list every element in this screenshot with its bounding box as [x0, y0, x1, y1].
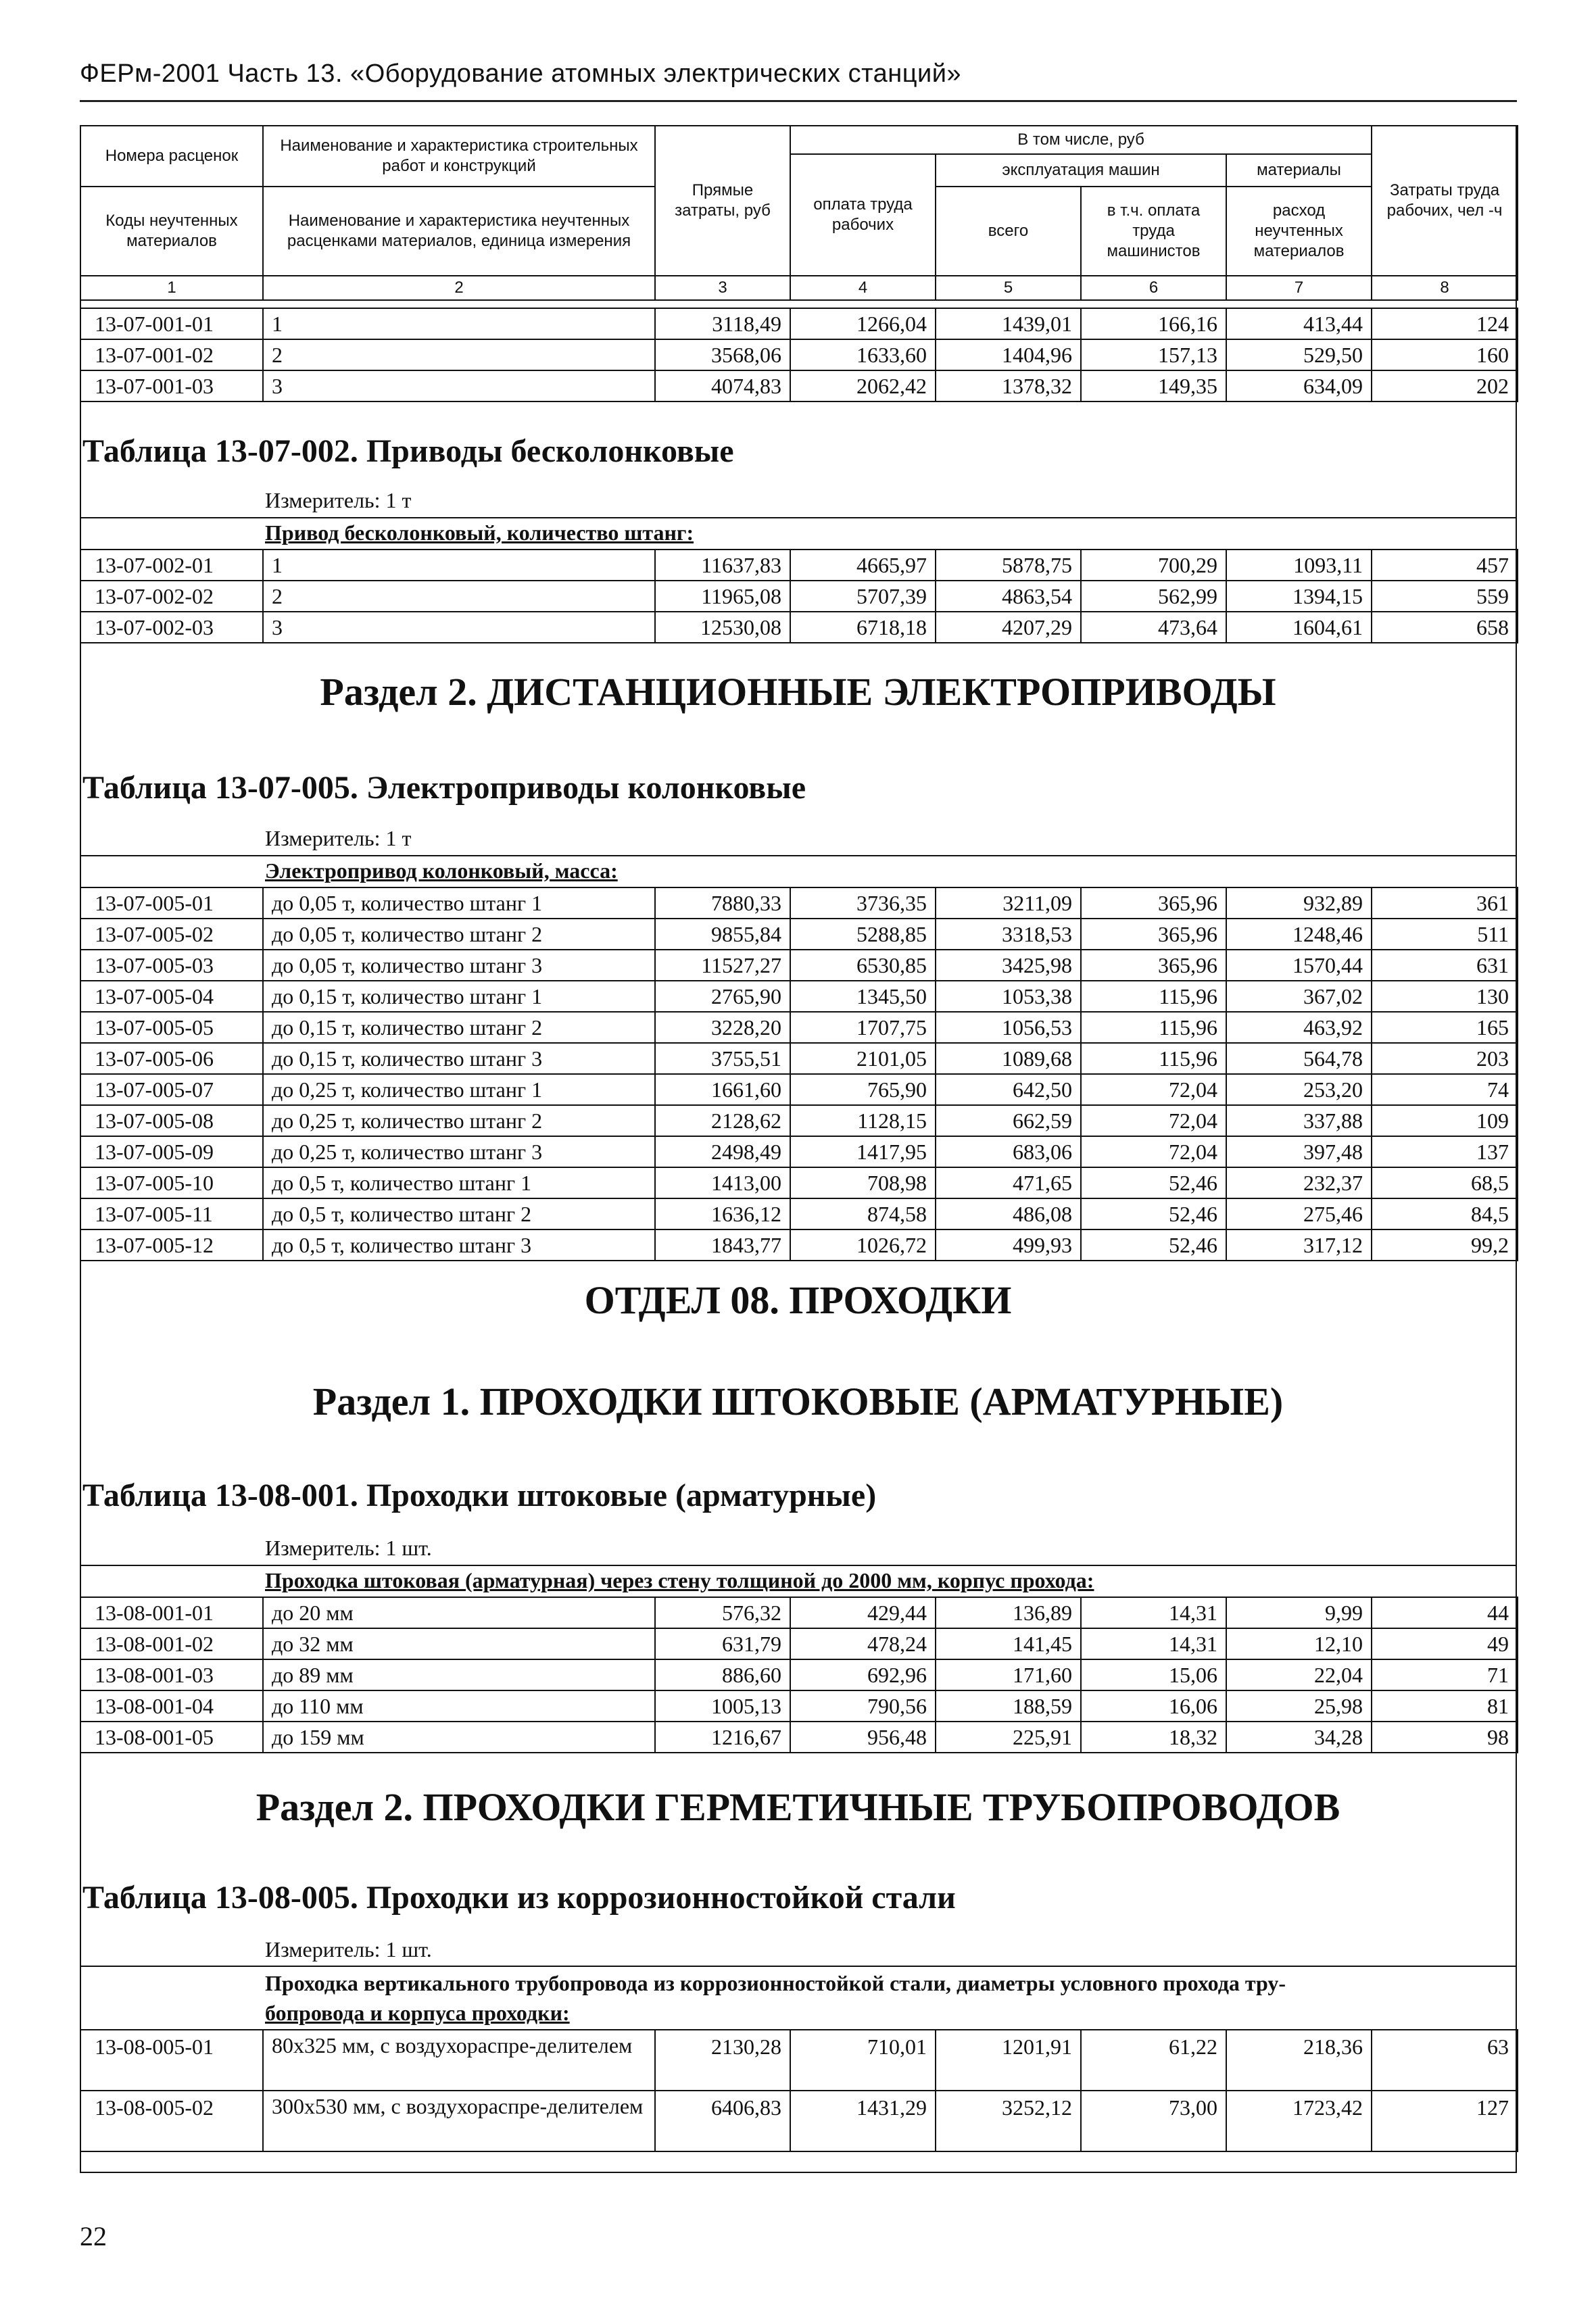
materials-cost-cell: 232,37: [1226, 1167, 1372, 1198]
work-name-cell: до 0,25 т, количество штанг 3: [263, 1136, 655, 1167]
labor-hours-cell: 202: [1372, 370, 1518, 401]
work-name-cell: 300x530 мм, с воздухораспре-делителем: [263, 2091, 655, 2151]
labor-pay-cell: 765,90: [790, 1074, 936, 1105]
table-row: [80, 950, 1518, 981]
section-title: Раздел 1. ПРОХОДКИ ШТОКОВЫЕ (АРМАТУРНЫЕ): [312, 1380, 1284, 1423]
direct-costs-cell: 631,79: [655, 1628, 790, 1659]
rate-code-cell: 13-07-005-03: [80, 950, 263, 981]
rate-code-cell: 13-07-005-06: [80, 1043, 263, 1074]
materials-cost-cell: 413,44: [1226, 308, 1372, 339]
labor-pay-cell: 874,58: [790, 1198, 936, 1229]
direct-costs-cell: 12530,08: [655, 612, 790, 643]
labor-hours-cell: 137: [1372, 1136, 1518, 1167]
labor-hours-cell: 559: [1372, 581, 1518, 612]
work-name-cell: до 159 мм: [263, 1722, 655, 1753]
rate-code-cell: 13-07-005-01: [80, 887, 263, 919]
header-direct-costs: Прямые затраты, руб: [655, 126, 790, 276]
table-row: [80, 1074, 1518, 1105]
labor-hours-cell: 127: [1372, 2091, 1518, 2151]
machines-total-cell: 486,08: [936, 1198, 1081, 1229]
measure-unit: Измеритель: 1 шт.: [265, 1937, 432, 1961]
labor-pay-cell: 2101,05: [790, 1043, 936, 1074]
table-row: [80, 550, 1518, 581]
table-row: [80, 1597, 1518, 1628]
work-name-cell: до 0,05 т, количество штанг 3: [263, 950, 655, 981]
machines-total-cell: 1056,53: [936, 1012, 1081, 1043]
materials-cost-cell: 1604,61: [1226, 612, 1372, 643]
machines-total-cell: 1404,96: [936, 339, 1081, 370]
measure-unit: Измеритель: 1 т: [265, 488, 412, 512]
machines-operators-cell: 73,00: [1081, 2091, 1226, 2151]
table-13-07-002: [80, 549, 1518, 643]
direct-costs-cell: 2498,49: [655, 1136, 790, 1167]
direct-costs-cell: 1005,13: [655, 1690, 790, 1722]
labor-pay-cell: 4665,97: [790, 550, 936, 581]
materials-cost-cell: 634,09: [1226, 370, 1372, 401]
table-row: [80, 370, 1518, 401]
labor-hours-cell: 361: [1372, 887, 1518, 919]
machines-operators-cell: 115,96: [1081, 1012, 1226, 1043]
header-including: В том числе, руб: [790, 126, 1372, 154]
table-title: Таблица 13-08-005. Проходки из коррозионностойкой стали: [82, 1880, 956, 1916]
table-row: [80, 308, 1518, 339]
materials-cost-cell: 1570,44: [1226, 950, 1372, 981]
labor-pay-cell: 790,56: [790, 1690, 936, 1722]
header-col-number: 6: [1081, 276, 1226, 300]
rate-code-cell: 13-07-005-09: [80, 1136, 263, 1167]
group-caption: Проходка штоковая (арматурная) через стену толщиной до 2000 мм, корпус прохода:: [265, 1568, 1094, 1592]
rate-code-cell: 13-07-005-02: [80, 919, 263, 950]
rate-code-cell: 13-07-002-03: [80, 612, 263, 643]
machines-operators-cell: 72,04: [1081, 1105, 1226, 1136]
direct-costs-cell: 3118,49: [655, 308, 790, 339]
table-title: Таблица 13-07-002. Приводы бесколонковые: [82, 433, 734, 469]
header-machines: эксплуатация машин: [936, 154, 1226, 187]
table-row: [80, 981, 1518, 1012]
machines-operators-cell: 72,04: [1081, 1136, 1226, 1167]
direct-costs-cell: 2128,62: [655, 1105, 790, 1136]
direct-costs-cell: 3568,06: [655, 339, 790, 370]
work-name-cell: до 0,25 т, количество штанг 2: [263, 1105, 655, 1136]
labor-pay-cell: 2062,42: [790, 370, 936, 401]
measure-unit: Измеритель: 1 т: [265, 826, 412, 850]
table-row: [80, 1012, 1518, 1043]
rate-code-cell: 13-08-001-04: [80, 1690, 263, 1722]
table-row: [80, 339, 1518, 370]
table-row: [80, 581, 1518, 612]
table-13-07-005: [80, 887, 1518, 1261]
materials-cost-cell: 932,89: [1226, 887, 1372, 919]
machines-total-cell: 5878,75: [936, 550, 1081, 581]
header-machines-total: всего: [936, 187, 1081, 276]
labor-pay-cell: 6530,85: [790, 950, 936, 981]
materials-cost-cell: 34,28: [1226, 1722, 1372, 1753]
machines-total-cell: 1201,91: [936, 2030, 1081, 2091]
machines-operators-cell: 18,32: [1081, 1722, 1226, 1753]
machines-operators-cell: 365,96: [1081, 887, 1226, 919]
column-header-table: [80, 125, 1518, 301]
direct-costs-cell: 3228,20: [655, 1012, 790, 1043]
direct-costs-cell: 4074,83: [655, 370, 790, 401]
machines-operators-cell: 700,29: [1081, 550, 1226, 581]
labor-pay-cell: 692,96: [790, 1659, 936, 1690]
machines-operators-cell: 52,46: [1081, 1229, 1226, 1261]
header-name-top: Наименование и характеристика строительных работ и конструкций: [263, 126, 655, 187]
materials-cost-cell: 1394,15: [1226, 581, 1372, 612]
materials-cost-cell: 367,02: [1226, 981, 1372, 1012]
labor-pay-cell: 478,24: [790, 1628, 936, 1659]
labor-hours-cell: 109: [1372, 1105, 1518, 1136]
labor-pay-cell: 1128,15: [790, 1105, 936, 1136]
header-col-number: 1: [80, 276, 263, 300]
rate-code-cell: 13-08-001-01: [80, 1597, 263, 1628]
machines-total-cell: 4863,54: [936, 581, 1081, 612]
direct-costs-cell: 886,60: [655, 1659, 790, 1690]
direct-costs-cell: 11965,08: [655, 581, 790, 612]
work-name-cell: до 0,15 т, количество штанг 3: [263, 1043, 655, 1074]
work-name-cell: до 89 мм: [263, 1659, 655, 1690]
table-row: [80, 887, 1518, 919]
machines-operators-cell: 52,46: [1081, 1167, 1226, 1198]
table-row: [80, 1722, 1518, 1753]
machines-operators-cell: 166,16: [1081, 308, 1226, 339]
labor-pay-cell: 5707,39: [790, 581, 936, 612]
materials-cost-cell: 1723,42: [1226, 2091, 1372, 2151]
measure-unit: Измеритель: 1 шт.: [265, 1536, 432, 1560]
work-name-cell: до 32 мм: [263, 1628, 655, 1659]
machines-total-cell: 4207,29: [936, 612, 1081, 643]
machines-operators-cell: 115,96: [1081, 1043, 1226, 1074]
table-row: [80, 1167, 1518, 1198]
rate-code-cell: 13-08-001-02: [80, 1628, 263, 1659]
header-col-number: 5: [936, 276, 1081, 300]
labor-hours-cell: 49: [1372, 1628, 1518, 1659]
table-row: [80, 919, 1518, 950]
work-name-cell: до 0,5 т, количество штанг 3: [263, 1229, 655, 1261]
materials-cost-cell: 1093,11: [1226, 550, 1372, 581]
direct-costs-cell: 3755,51: [655, 1043, 790, 1074]
work-name-cell: до 0,05 т, количество штанг 1: [263, 887, 655, 919]
group-caption: Электропривод колонковый, масса:: [265, 858, 618, 883]
labor-hours-cell: 203: [1372, 1043, 1518, 1074]
labor-hours-cell: 71: [1372, 1659, 1518, 1690]
table-row: [80, 2091, 1518, 2151]
direct-costs-cell: 2765,90: [655, 981, 790, 1012]
machines-operators-cell: 14,31: [1081, 1597, 1226, 1628]
materials-cost-cell: 337,88: [1226, 1105, 1372, 1136]
work-name-cell: до 0,15 т, количество штанг 1: [263, 981, 655, 1012]
work-name-cell: 3: [263, 370, 655, 401]
labor-pay-cell: 1707,75: [790, 1012, 936, 1043]
rate-code-cell: 13-08-001-05: [80, 1722, 263, 1753]
group-caption: Привод бесколонковый, количество штанг:: [265, 520, 694, 545]
machines-operators-cell: 61,22: [1081, 2030, 1226, 2091]
work-name-cell: до 0,5 т, количество штанг 2: [263, 1198, 655, 1229]
materials-cost-cell: 9,99: [1226, 1597, 1372, 1628]
header-codes-bottom: Коды неучтенных материалов: [80, 187, 263, 276]
labor-pay-cell: 956,48: [790, 1722, 936, 1753]
work-name-cell: до 20 мм: [263, 1597, 655, 1628]
materials-cost-cell: 275,46: [1226, 1198, 1372, 1229]
work-name-cell: до 0,15 т, количество штанг 2: [263, 1012, 655, 1043]
labor-hours-cell: 98: [1372, 1722, 1518, 1753]
machines-operators-cell: 149,35: [1081, 370, 1226, 401]
table-row: [80, 1659, 1518, 1690]
rate-code-cell: 13-07-005-05: [80, 1012, 263, 1043]
labor-pay-cell: 6718,18: [790, 612, 936, 643]
labor-pay-cell: 1266,04: [790, 308, 936, 339]
direct-costs-cell: 1413,00: [655, 1167, 790, 1198]
labor-pay-cell: 710,01: [790, 2030, 936, 2091]
rate-code-cell: 13-07-001-03: [80, 370, 263, 401]
labor-hours-cell: 63: [1372, 2030, 1518, 2091]
rate-code-cell: 13-08-005-02: [80, 2091, 263, 2151]
table-13-07-001: [80, 308, 1518, 402]
machines-operators-cell: 365,96: [1081, 950, 1226, 981]
department-title: ОТДЕЛ 08. ПРОХОДКИ: [584, 1278, 1012, 1322]
labor-pay-cell: 5288,85: [790, 919, 936, 950]
rate-code-cell: 13-07-002-01: [80, 550, 263, 581]
table-row: [80, 1198, 1518, 1229]
machines-total-cell: 171,60: [936, 1659, 1081, 1690]
rate-code-cell: 13-07-005-07: [80, 1074, 263, 1105]
table-row: [80, 2030, 1518, 2091]
rate-code-cell: 13-07-005-11: [80, 1198, 263, 1229]
machines-total-cell: 188,59: [936, 1690, 1081, 1722]
header-labor-pay: оплата труда рабочих: [790, 154, 936, 276]
machines-total-cell: 471,65: [936, 1167, 1081, 1198]
labor-hours-cell: 99,2: [1372, 1229, 1518, 1261]
work-name-cell: 2: [263, 339, 655, 370]
machines-operators-cell: 72,04: [1081, 1074, 1226, 1105]
machines-total-cell: 136,89: [936, 1597, 1081, 1628]
header-col-number: 7: [1226, 276, 1372, 300]
materials-cost-cell: 253,20: [1226, 1074, 1372, 1105]
rate-code-cell: 13-07-005-10: [80, 1167, 263, 1198]
machines-total-cell: 3252,12: [936, 2091, 1081, 2151]
section-title: Раздел 2. ПРОХОДКИ ГЕРМЕТИЧНЫЕ ТРУБОПРОВОДОВ: [256, 1785, 1340, 1829]
direct-costs-cell: 9855,84: [655, 919, 790, 950]
rate-code-cell: 13-08-005-01: [80, 2030, 263, 2091]
direct-costs-cell: 1636,12: [655, 1198, 790, 1229]
machines-operators-cell: 16,06: [1081, 1690, 1226, 1722]
labor-pay-cell: 1633,60: [790, 339, 936, 370]
labor-hours-cell: 74: [1372, 1074, 1518, 1105]
group-caption: [265, 1968, 1509, 2028]
work-name-cell: до 0,25 т, количество штанг 1: [263, 1074, 655, 1105]
machines-operators-cell: 473,64: [1081, 612, 1226, 643]
divider: [80, 1966, 1517, 1967]
work-name-cell: 2: [263, 581, 655, 612]
rate-code-cell: 13-07-005-12: [80, 1229, 263, 1261]
labor-pay-cell: 1026,72: [790, 1229, 936, 1261]
table-row: [80, 1136, 1518, 1167]
materials-cost-cell: 12,10: [1226, 1628, 1372, 1659]
machines-total-cell: 683,06: [936, 1136, 1081, 1167]
materials-cost-cell: 22,04: [1226, 1659, 1372, 1690]
work-name-cell: до 0,5 т, количество штанг 1: [263, 1167, 655, 1198]
group-caption-line: бопровода и корпуса проходки:: [265, 2001, 570, 2025]
table-row: [80, 1628, 1518, 1659]
rate-code-cell: 13-07-001-01: [80, 308, 263, 339]
direct-costs-cell: 11527,27: [655, 950, 790, 981]
labor-pay-cell: 3736,35: [790, 887, 936, 919]
machines-total-cell: 3425,98: [936, 950, 1081, 981]
page-number: 22: [80, 2221, 107, 2251]
materials-cost-cell: 317,12: [1226, 1229, 1372, 1261]
machines-total-cell: 3318,53: [936, 919, 1081, 950]
machines-total-cell: 1089,68: [936, 1043, 1081, 1074]
header-machines-operators: в т.ч. оплата труда машинистов: [1081, 187, 1226, 276]
header-labor-hours: Затраты труда рабочих, чел -ч: [1372, 126, 1518, 276]
rate-code-cell: 13-07-005-08: [80, 1105, 263, 1136]
header-codes-top: Номера расценок: [80, 126, 263, 187]
labor-pay-cell: 1345,50: [790, 981, 936, 1012]
direct-costs-cell: 11637,83: [655, 550, 790, 581]
header-col-number: 8: [1372, 276, 1518, 300]
header-name-bottom: Наименование и характеристика неучтенных расценками материалов, единица измерения: [263, 187, 655, 276]
direct-costs-cell: 7880,33: [655, 887, 790, 919]
machines-operators-cell: 14,31: [1081, 1628, 1226, 1659]
machines-total-cell: 642,50: [936, 1074, 1081, 1105]
direct-costs-cell: 576,32: [655, 1597, 790, 1628]
labor-hours-cell: 68,5: [1372, 1167, 1518, 1198]
header-materials: материалы: [1226, 154, 1372, 187]
work-name-cell: 80x325 мм, с воздухораспре-делителем: [263, 2030, 655, 2091]
rate-code-cell: 13-07-005-04: [80, 981, 263, 1012]
table-row: [80, 1690, 1518, 1722]
labor-hours-cell: 124: [1372, 308, 1518, 339]
work-name-cell: 3: [263, 612, 655, 643]
materials-cost-cell: 1248,46: [1226, 919, 1372, 950]
direct-costs-cell: 6406,83: [655, 2091, 790, 2151]
machines-total-cell: 1439,01: [936, 308, 1081, 339]
rate-code-cell: 13-08-001-03: [80, 1659, 263, 1690]
direct-costs-cell: 2130,28: [655, 2030, 790, 2091]
rate-code-cell: 13-07-001-02: [80, 339, 263, 370]
direct-costs-cell: 1843,77: [655, 1229, 790, 1261]
labor-pay-cell: 429,44: [790, 1597, 936, 1628]
materials-cost-cell: 218,36: [1226, 2030, 1372, 2091]
header-col-number: 4: [790, 276, 936, 300]
group-caption-line: Проходка вертикального трубопровода из коррозионностойкой стали, диаметры условного прохода тру-: [265, 1971, 1286, 1995]
header-materials-unaccounted: расход неучтенных материалов: [1226, 187, 1372, 276]
header-col-number: 3: [655, 276, 790, 300]
labor-hours-cell: 631: [1372, 950, 1518, 981]
divider: [80, 1565, 1517, 1566]
materials-cost-cell: 397,48: [1226, 1136, 1372, 1167]
work-name-cell: до 0,05 т, количество штанг 2: [263, 919, 655, 950]
labor-hours-cell: 658: [1372, 612, 1518, 643]
work-name-cell: 1: [263, 308, 655, 339]
machines-operators-cell: 157,13: [1081, 339, 1226, 370]
page-header: ФЕРм-2001 Часть 13. «Оборудование атомных электрических станций»: [80, 59, 962, 88]
machines-total-cell: 662,59: [936, 1105, 1081, 1136]
work-name-cell: 1: [263, 550, 655, 581]
materials-cost-cell: 463,92: [1226, 1012, 1372, 1043]
labor-pay-cell: 1417,95: [790, 1136, 936, 1167]
divider: [80, 855, 1517, 856]
machines-total-cell: 1053,38: [936, 981, 1081, 1012]
machines-total-cell: 1378,32: [936, 370, 1081, 401]
machines-total-cell: 225,91: [936, 1722, 1081, 1753]
machines-operators-cell: 115,96: [1081, 981, 1226, 1012]
materials-cost-cell: 529,50: [1226, 339, 1372, 370]
table-row: [80, 1105, 1518, 1136]
labor-hours-cell: 84,5: [1372, 1198, 1518, 1229]
machines-total-cell: 141,45: [936, 1628, 1081, 1659]
labor-hours-cell: 457: [1372, 550, 1518, 581]
materials-cost-cell: 25,98: [1226, 1690, 1372, 1722]
header-col-number: 2: [263, 276, 655, 300]
work-name-cell: до 110 мм: [263, 1690, 655, 1722]
labor-hours-cell: 81: [1372, 1690, 1518, 1722]
labor-pay-cell: 708,98: [790, 1167, 936, 1198]
labor-hours-cell: 44: [1372, 1597, 1518, 1628]
machines-operators-cell: 365,96: [1081, 919, 1226, 950]
table-title: Таблица 13-07-005. Электроприводы колонковые: [82, 770, 806, 806]
labor-hours-cell: 160: [1372, 339, 1518, 370]
section-title: Раздел 2. ДИСТАНЦИОННЫЕ ЭЛЕКТРОПРИВОДЫ: [320, 670, 1276, 714]
machines-operators-cell: 52,46: [1081, 1198, 1226, 1229]
materials-cost-cell: 564,78: [1226, 1043, 1372, 1074]
labor-hours-cell: 165: [1372, 1012, 1518, 1043]
table-row: [80, 612, 1518, 643]
machines-operators-cell: 15,06: [1081, 1659, 1226, 1690]
machines-total-cell: 499,93: [936, 1229, 1081, 1261]
labor-pay-cell: 1431,29: [790, 2091, 936, 2151]
direct-costs-cell: 1216,67: [655, 1722, 790, 1753]
labor-hours-cell: 511: [1372, 919, 1518, 950]
table-row: [80, 1229, 1518, 1261]
machines-total-cell: 3211,09: [936, 887, 1081, 919]
table-13-08-005: [80, 2029, 1518, 2152]
direct-costs-cell: 1661,60: [655, 1074, 790, 1105]
machines-operators-cell: 562,99: [1081, 581, 1226, 612]
table-row: [80, 1043, 1518, 1074]
divider: [80, 517, 1517, 518]
table-title: Таблица 13-08-001. Проходки штоковые (арматурные): [82, 1478, 877, 1513]
table-13-08-001: [80, 1597, 1518, 1753]
header-rule: [80, 100, 1517, 102]
labor-hours-cell: 130: [1372, 981, 1518, 1012]
rate-code-cell: 13-07-002-02: [80, 581, 263, 612]
